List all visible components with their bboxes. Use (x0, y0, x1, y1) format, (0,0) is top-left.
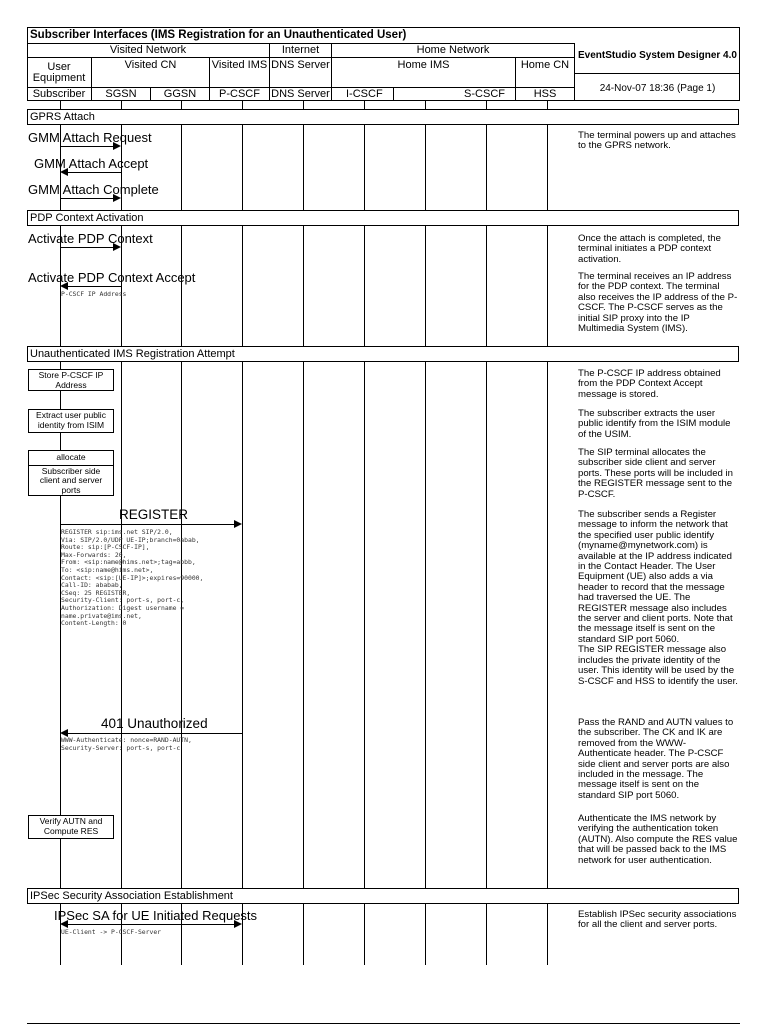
param-ipsec-sa: UE-Client -> P-CSCF-Server (61, 928, 162, 936)
lifeline-dns-server (303, 101, 304, 965)
msg-401-unauthorized: 401 Unauthorized (101, 716, 208, 731)
section-ipsec-sa: IPSec Security Association Establishment (27, 888, 739, 904)
action-allocate-title: allocate (29, 451, 113, 466)
entity-p-cscf: P-CSCF (210, 88, 270, 101)
arrowhead-ipsec-sa-right (234, 920, 242, 928)
domain-dns-server: DNS Server (270, 58, 332, 88)
arrowhead-activate-pdp-context-accept (60, 282, 68, 290)
note-pdp-accept: The terminal receives an IP address for the PDP context. The terminal also receives the IP address of the P-CSCF. The P-CSCF serves as the initial SIP proxy into the IP Multimedia System (IMS). (578, 271, 738, 335)
domain-user-equipment: User Equipment (27, 58, 92, 88)
section-pdp-context-activation: PDP Context Activation (27, 210, 739, 226)
network-visited: Visited Network (27, 43, 270, 58)
arrowhead-gmm-attach-accept (60, 168, 68, 176)
msg-gmm-attach-accept: GMM Attach Accept (34, 156, 149, 171)
action-store-pcscf-ip: Store P-CSCF IP Address (28, 369, 114, 391)
lifeline-p-cscf (242, 101, 243, 965)
lifeline-i-cscf (364, 101, 365, 965)
entity-ggsn: GGSN (151, 88, 210, 101)
arrow-ipsec-sa (68, 924, 235, 925)
arrowhead-activate-pdp-context (113, 243, 121, 251)
note-store-pcscf: The P-CSCF IP address obtained from the PDP Context Accept message is stored. (578, 368, 721, 400)
entity-s-cscf: S-CSCF (394, 88, 516, 101)
entity-hss: HSS (516, 88, 575, 101)
domain-visited-cn: Visited CN (92, 58, 210, 88)
arrowhead-register (234, 520, 242, 528)
entity-sgsn: SGSN (92, 88, 151, 101)
domain-home-cn: Home CN (516, 58, 575, 88)
action-allocate (28, 450, 114, 496)
arrow-gmm-attach-complete (60, 198, 114, 199)
page-title: Subscriber Interfaces (IMS Registration for an Unauthenticated User) (30, 29, 407, 41)
msg-activate-pdp-context: Activate PDP Context (28, 231, 153, 246)
msg-gmm-attach-request: GMM Attach Request (28, 130, 152, 145)
action-verify-autn: Verify AUTN and Compute RES (28, 815, 114, 839)
param-register: REGISTER sip:ims.net SIP/2.0, Via: SIP/2.0/UDP UE-IP;branch=0abab, Route: sip:[P-CSCF-IP], Max-Forwards: 20, From: <sip:name@hims.net>;tag=abbb, To: <sip:name@hims.net>, Contact: <sip:[UE-IP]>;expires=90000, Call-ID: ababab, CSeq: 25 REGISTER, Security-Client: port-s, port-c, Authorization: Digest username = name.private@ims.net, Content-Length: 0 (61, 528, 204, 628)
entity-i-cscf: I-CSCF (332, 88, 394, 101)
arrowhead-gmm-attach-request (113, 142, 121, 150)
msg-ipsec-sa: IPSec SA for UE Initiated Requests (54, 908, 258, 923)
arrow-401-unauthorized (68, 733, 242, 734)
arrow-gmm-attach-request (60, 146, 114, 147)
arrow-activate-pdp-context (60, 247, 114, 248)
arrowhead-gmm-attach-complete (113, 194, 121, 202)
msg-activate-pdp-context-accept: Activate PDP Context Accept (28, 270, 196, 285)
tool-name: EventStudio System Designer 4.0 (578, 50, 737, 61)
note-allocate-ports: The SIP terminal allocates the subscriber side client and server ports. These ports will be included in the REGISTER message sent to the P-CSCF. (578, 447, 734, 500)
entity-subscriber: Subscriber (27, 88, 92, 101)
param-pcscf-ip: P-CSCF IP Address (61, 290, 127, 298)
domain-visited-ims: Visited IMS (210, 58, 270, 88)
msg-gmm-attach-complete: GMM Attach Complete (28, 182, 159, 197)
note-verify-autn: Authenticate the IMS network by verifying the authentication token (AUTN). Also compute the RES value that will be passed back to the IMS network for user authentication. (578, 813, 738, 866)
header-right-divider (575, 73, 740, 74)
param-401-unauthorized: WWW-Authenticate: nonce=RAND-AUTN, Security-Server: port-s, port-c (61, 736, 192, 752)
note-ipsec: Establish IPSec security associations for all the client and server ports. (578, 909, 737, 931)
action-extract-identity: Extract user public identity from ISIM (28, 409, 114, 433)
action-allocate-body: Subscriber side client and server ports (39, 465, 103, 495)
msg-register: REGISTER (119, 507, 189, 522)
network-home: Home Network (332, 43, 575, 58)
note-pdp-initiate: Once the attach is completed, the terminal initiates a PDP context activation. (578, 233, 721, 265)
print-date: 24-Nov-07 18:36 (Page 1) (599, 83, 716, 94)
note-register: The subscriber sends a Register message to inform the network that the specified user public identify (myname@mynetwork.com) is available at the IP address indicated in the Contact Header. The User Equipment (UE) also adds a via header to record that the message had traversed the UE. The REGISTER message also includes the server and client ports. Note that the message itself is sent on the standard SIP port 5060. The SIP REGISTER message also includes the private identity of the user. This identity will be used by the S-CSCF and HSS to identify the user. (578, 509, 738, 687)
note-extract-identity: The subscriber extracts the user public identify from the ISIM module of the USIM. (578, 408, 731, 440)
note-401: Pass the RAND and AUTN values to the subscriber. The CK and IK are removed from the WWW-Authenticate header. The P-CSCF side client and server ports are also included in the message. The message itself is sent on the standard SIP port 5060. (578, 717, 734, 801)
note-gprs-attach: The terminal powers up and attaches to the GPRS network. (578, 130, 736, 152)
network-internet: Internet (270, 43, 332, 58)
entity-dns-server: DNS Server (270, 88, 332, 101)
arrow-gmm-attach-accept (68, 172, 121, 173)
lifeline-s-cscf (486, 101, 487, 965)
lifeline-ims-mid (425, 101, 426, 965)
arrow-register (60, 524, 235, 525)
lifeline-hss (547, 101, 548, 965)
arrow-activate-pdp-context-accept (68, 286, 121, 287)
domain-home-ims: Home IMS (332, 58, 516, 88)
section-ims-registration-attempt: Unauthenticated IMS Registration Attempt (27, 346, 739, 362)
arrowhead-ipsec-sa-left (60, 920, 68, 928)
section-gprs-attach: GPRS Attach (27, 109, 739, 125)
